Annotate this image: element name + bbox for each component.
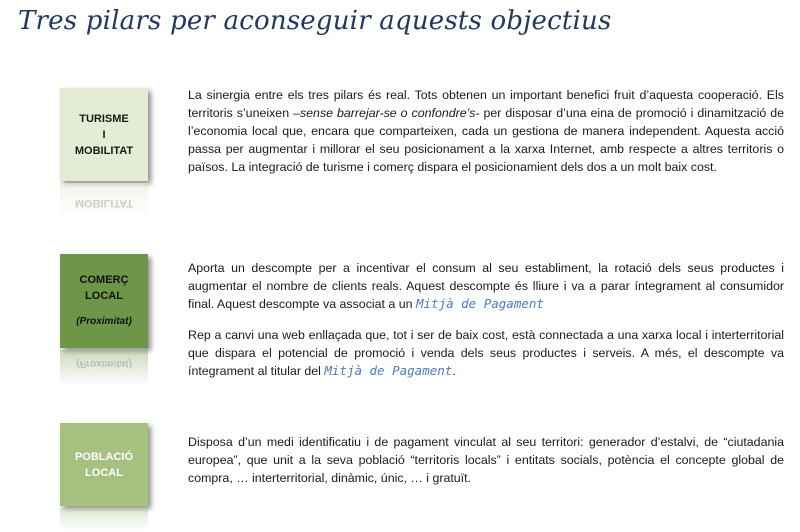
pillar-box-poblacio: [60, 423, 148, 506]
pillar-label-line2: I: [102, 128, 106, 141]
pillar-description-comerc-2: [188, 326, 784, 380]
pillar-box-turisme: [60, 88, 148, 181]
text-run: .: [452, 364, 456, 378]
page-title: Tres pilars per aconseguir aquests objectius: [18, 6, 612, 36]
text-run: Disposa d’un medi identificatiu i de pagament vinculat al seu territori: generador d’estalvi, de “ciutadania europea”, que unit a la seva població “territoris locals” i entitats socials, potència el concepte global de compra, … interterritorial, dinàmic, únic, … i gratuït.: [188, 435, 784, 485]
pillar-sublabel: (Proximitat): [76, 316, 132, 327]
text-run: Aporta un descompte per a incentivar el consum al seu establiment, la rotació dels seus productes i augmentar el nombre de clients reals. Aquest descompte és lliure i va a parar íntegrament al consumidor final. Aquest descompte va associat a un: [188, 261, 784, 311]
pillar-label-line3: MOBILITAT: [74, 144, 134, 157]
pillar-box-comerc: [60, 254, 148, 348]
reflection-text: (Proximitat): [76, 358, 132, 369]
pillar-description-turisme: [188, 86, 784, 176]
pillar-label-line2: LOCAL: [85, 290, 123, 302]
text-run: per disposar d’una eina de promoció i dinamització de l’economia local que, encara que comparteixen, cada un gestiona de manera independent. Aquesta acció passa per augmentar i millorar el seu posicionament a la xarxa Internet, amb respecte a altres territoris o països. La integració de turisme i comerç dispara el posicionamient dels dos a un molt baix cost.: [188, 106, 785, 174]
reflection-text: MOBILITAT: [74, 197, 134, 209]
pillar-reflection-poblacio: [60, 508, 148, 532]
pillar-label-line1: POBLACIÓ: [74, 450, 134, 463]
pillar-label-line2: LOCAL: [85, 466, 123, 479]
payment-method-brand: Mitjà de Pagament: [324, 363, 453, 378]
pillar-reflection-turisme: [60, 183, 148, 219]
pillar-label-line1: COMERÇ: [79, 274, 129, 286]
pillar-description-comerc-1: [188, 259, 784, 313]
text-run: La sinergia entre els tres pilars és real. Tots obtenen un important benefici fruit d’aquesta cooperació. Els territoris s’uneixen: [188, 88, 784, 120]
pillar-reflection-comerc: [60, 350, 148, 386]
payment-method-brand: Mitjà de Pagament: [416, 296, 544, 311]
pillar-description-poblacio: [188, 433, 784, 487]
text-emphasis: –sense barrejar-se o confondre’s-: [293, 106, 480, 120]
text-run: Rep a canvi una web enllaçada que, tot i ser de baix cost, està connectada a una xarxa local i interterritorial que dispara el potencial de promoció i venda dels seus productes i serveis. A més, el descompte va íntegrament al titular del: [188, 328, 784, 378]
pillar-label-line1: TURISME: [79, 112, 129, 125]
